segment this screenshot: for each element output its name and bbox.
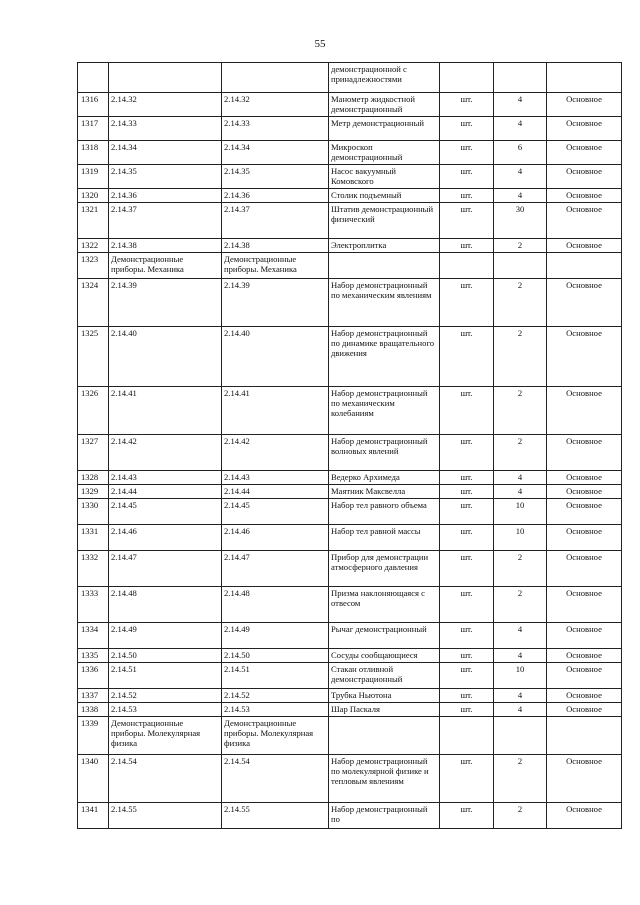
equipment-table-body xyxy=(78,63,622,829)
row-number-cell: 1340 xyxy=(78,755,109,803)
item-name-cell: Рычаг демонстрационный xyxy=(329,623,440,649)
table-row xyxy=(78,803,622,829)
equipment-type-cell: Основное xyxy=(547,689,622,703)
code-cell: 2.14.43 xyxy=(109,471,222,485)
item-name-cell: Электроплитка xyxy=(329,239,440,253)
equipment-type-cell xyxy=(547,717,622,755)
code-cell: 2.14.41 xyxy=(222,387,329,435)
code-cell: 2.14.38 xyxy=(222,239,329,253)
equipment-type-cell: Основное xyxy=(547,755,622,803)
code-cell: 2.14.48 xyxy=(222,587,329,623)
quantity-cell: 2 xyxy=(494,279,547,327)
table-row xyxy=(78,525,622,551)
item-name-cell: Набор тел равного объема xyxy=(329,499,440,525)
code-cell: Демонстрационные приборы. Молекулярная физика xyxy=(222,717,329,755)
table-row xyxy=(78,279,622,327)
unit-cell: шт. xyxy=(440,649,494,663)
equipment-type-cell: Основное xyxy=(547,203,622,239)
quantity-cell: 2 xyxy=(494,327,547,387)
unit-cell: шт. xyxy=(440,623,494,649)
code-cell: 2.14.39 xyxy=(222,279,329,327)
table-row xyxy=(78,63,622,93)
quantity-cell: 4 xyxy=(494,623,547,649)
row-number-cell xyxy=(78,63,109,93)
equipment-type-cell: Основное xyxy=(547,803,622,829)
item-name-cell: демонстрационной с принадлежностями xyxy=(329,63,440,93)
unit-cell: шт. xyxy=(440,279,494,327)
table-row xyxy=(78,141,622,165)
code-cell: 2.14.38 xyxy=(109,239,222,253)
equipment-type-cell: Основное xyxy=(547,663,622,689)
quantity-cell: 4 xyxy=(494,703,547,717)
quantity-cell: 2 xyxy=(494,239,547,253)
equipment-type-cell: Основное xyxy=(547,387,622,435)
row-number-cell: 1338 xyxy=(78,703,109,717)
unit-cell: шт. xyxy=(440,189,494,203)
row-number-cell: 1339 xyxy=(78,717,109,755)
unit-cell: шт. xyxy=(440,587,494,623)
code-cell: 2.14.44 xyxy=(109,485,222,499)
quantity-cell: 4 xyxy=(494,189,547,203)
item-name-cell: Стакан отливной демонстрационный xyxy=(329,663,440,689)
row-number-cell: 1318 xyxy=(78,141,109,165)
row-number-cell: 1326 xyxy=(78,387,109,435)
quantity-cell: 2 xyxy=(494,755,547,803)
code-cell: Демонстрационные приборы. Механика xyxy=(222,253,329,279)
code-cell: 2.14.47 xyxy=(222,551,329,587)
table-row xyxy=(78,189,622,203)
code-cell: 2.14.40 xyxy=(109,327,222,387)
quantity-cell: 4 xyxy=(494,649,547,663)
unit-cell: шт. xyxy=(440,165,494,189)
table-row xyxy=(78,253,622,279)
row-number-cell: 1335 xyxy=(78,649,109,663)
quantity-cell: 10 xyxy=(494,663,547,689)
code-cell: 2.14.42 xyxy=(222,435,329,471)
equipment-type-cell: Основное xyxy=(547,485,622,499)
code-cell: 2.14.55 xyxy=(222,803,329,829)
table-row xyxy=(78,471,622,485)
equipment-type-cell: Основное xyxy=(547,551,622,587)
table-row xyxy=(78,387,622,435)
item-name-cell: Манометр жидкостной демонстрационный xyxy=(329,93,440,117)
code-cell: 2.14.55 xyxy=(109,803,222,829)
table-row xyxy=(78,165,622,189)
unit-cell: шт. xyxy=(440,803,494,829)
item-name-cell: Шар Паскаля xyxy=(329,703,440,717)
code-cell: 2.14.49 xyxy=(109,623,222,649)
item-name-cell: Микроскоп демонстрационный xyxy=(329,141,440,165)
code-cell: 2.14.39 xyxy=(109,279,222,327)
row-number-cell: 1329 xyxy=(78,485,109,499)
code-cell: 2.14.49 xyxy=(222,623,329,649)
quantity-cell xyxy=(494,63,547,93)
item-name-cell: Трубка Ньютона xyxy=(329,689,440,703)
quantity-cell: 4 xyxy=(494,165,547,189)
unit-cell xyxy=(440,717,494,755)
row-number-cell: 1336 xyxy=(78,663,109,689)
code-cell: 2.14.36 xyxy=(222,189,329,203)
equipment-type-cell: Основное xyxy=(547,703,622,717)
item-name-cell: Столик подъемный xyxy=(329,189,440,203)
unit-cell: шт. xyxy=(440,485,494,499)
table-row xyxy=(78,649,622,663)
item-name-cell: Штатив демонстрационный физический xyxy=(329,203,440,239)
unit-cell xyxy=(440,253,494,279)
code-cell: 2.14.46 xyxy=(222,525,329,551)
equipment-type-cell xyxy=(547,253,622,279)
quantity-cell: 2 xyxy=(494,587,547,623)
code-cell: 2.14.36 xyxy=(109,189,222,203)
quantity-cell: 2 xyxy=(494,435,547,471)
unit-cell: шт. xyxy=(440,117,494,141)
row-number-cell: 1337 xyxy=(78,689,109,703)
code-cell: 2.14.45 xyxy=(222,499,329,525)
quantity-cell xyxy=(494,253,547,279)
code-cell: 2.14.40 xyxy=(222,327,329,387)
code-cell: 2.14.47 xyxy=(109,551,222,587)
table-row xyxy=(78,755,622,803)
quantity-cell: 4 xyxy=(494,117,547,141)
code-cell xyxy=(109,63,222,93)
item-name-cell: Ведерко Архимеда xyxy=(329,471,440,485)
table-row xyxy=(78,203,622,239)
code-cell: 2.14.52 xyxy=(222,689,329,703)
unit-cell: шт. xyxy=(440,499,494,525)
item-name-cell: Призма наклоняющаяся с отвесом xyxy=(329,587,440,623)
item-name-cell: Набор тел равной массы xyxy=(329,525,440,551)
code-cell: 2.14.32 xyxy=(109,93,222,117)
item-name-cell: Набор демонстрационный волновых явлений xyxy=(329,435,440,471)
quantity-cell: 4 xyxy=(494,689,547,703)
table-row xyxy=(78,499,622,525)
item-name-cell xyxy=(329,253,440,279)
row-number-cell: 1325 xyxy=(78,327,109,387)
table-row xyxy=(78,239,622,253)
code-cell: 2.14.53 xyxy=(222,703,329,717)
item-name-cell: Набор демонстрационный по xyxy=(329,803,440,829)
code-cell: 2.14.42 xyxy=(109,435,222,471)
unit-cell: шт. xyxy=(440,387,494,435)
row-number-cell: 1324 xyxy=(78,279,109,327)
unit-cell: шт. xyxy=(440,755,494,803)
unit-cell: шт. xyxy=(440,551,494,587)
page-number: 55 xyxy=(314,38,326,50)
equipment-type-cell: Основное xyxy=(547,525,622,551)
row-number-cell: 1317 xyxy=(78,117,109,141)
equipment-type-cell: Основное xyxy=(547,189,622,203)
code-cell xyxy=(222,63,329,93)
quantity-cell: 4 xyxy=(494,93,547,117)
item-name-cell: Маятник Максвелла xyxy=(329,485,440,499)
equipment-type-cell: Основное xyxy=(547,649,622,663)
item-name-cell xyxy=(329,717,440,755)
equipment-type-cell: Основное xyxy=(547,435,622,471)
table-row xyxy=(78,623,622,649)
table-row xyxy=(78,117,622,141)
row-number-cell: 1333 xyxy=(78,587,109,623)
quantity-cell: 4 xyxy=(494,471,547,485)
table-row xyxy=(78,663,622,689)
table-row xyxy=(78,485,622,499)
unit-cell: шт. xyxy=(440,327,494,387)
equipment-type-cell: Основное xyxy=(547,327,622,387)
quantity-cell: 10 xyxy=(494,499,547,525)
row-number-cell: 1330 xyxy=(78,499,109,525)
unit-cell: шт. xyxy=(440,689,494,703)
code-cell: 2.14.34 xyxy=(222,141,329,165)
code-cell: 2.14.48 xyxy=(109,587,222,623)
code-cell: 2.14.44 xyxy=(222,485,329,499)
item-name-cell: Насос вакуумный Комовского xyxy=(329,165,440,189)
unit-cell: шт. xyxy=(440,471,494,485)
equipment-type-cell: Основное xyxy=(547,117,622,141)
equipment-type-cell: Основное xyxy=(547,239,622,253)
row-number-cell: 1316 xyxy=(78,93,109,117)
code-cell: 2.14.41 xyxy=(109,387,222,435)
item-name-cell: Набор демонстрационный по молекулярной физике и тепловым явлениям xyxy=(329,755,440,803)
equipment-type-cell: Основное xyxy=(547,471,622,485)
code-cell: 2.14.52 xyxy=(109,689,222,703)
item-name-cell: Метр демонстрационный xyxy=(329,117,440,141)
equipment-table xyxy=(77,62,622,829)
table-row xyxy=(78,93,622,117)
row-number-cell: 1319 xyxy=(78,165,109,189)
equipment-type-cell xyxy=(547,63,622,93)
item-name-cell: Сосуды сообщающиеся xyxy=(329,649,440,663)
row-number-cell: 1327 xyxy=(78,435,109,471)
quantity-cell xyxy=(494,717,547,755)
quantity-cell: 2 xyxy=(494,551,547,587)
table-row xyxy=(78,327,622,387)
code-cell: 2.14.45 xyxy=(109,499,222,525)
item-name-cell: Прибор для демонстрации атмосферного давления xyxy=(329,551,440,587)
quantity-cell: 2 xyxy=(494,803,547,829)
equipment-type-cell: Основное xyxy=(547,279,622,327)
item-name-cell: Набор демонстрационный по динамике вращательного движения xyxy=(329,327,440,387)
code-cell: 2.14.50 xyxy=(109,649,222,663)
equipment-type-cell: Основное xyxy=(547,165,622,189)
code-cell: Демонстрационные приборы. Механика xyxy=(109,253,222,279)
equipment-type-cell: Основное xyxy=(547,141,622,165)
item-name-cell: Набор демонстрационный по механическим колебаниям xyxy=(329,387,440,435)
equipment-type-cell: Основное xyxy=(547,93,622,117)
equipment-type-cell: Основное xyxy=(547,587,622,623)
unit-cell: шт. xyxy=(440,93,494,117)
table-row xyxy=(78,703,622,717)
quantity-cell: 4 xyxy=(494,485,547,499)
row-number-cell: 1322 xyxy=(78,239,109,253)
row-number-cell: 1323 xyxy=(78,253,109,279)
code-cell: 2.14.32 xyxy=(222,93,329,117)
unit-cell: шт. xyxy=(440,141,494,165)
table-row xyxy=(78,717,622,755)
row-number-cell: 1331 xyxy=(78,525,109,551)
table-row xyxy=(78,435,622,471)
code-cell: 2.14.50 xyxy=(222,649,329,663)
row-number-cell: 1334 xyxy=(78,623,109,649)
item-name-cell: Набор демонстрационный по механическим явлениям xyxy=(329,279,440,327)
code-cell: 2.14.46 xyxy=(109,525,222,551)
code-cell: 2.14.51 xyxy=(222,663,329,689)
code-cell: 2.14.34 xyxy=(109,141,222,165)
row-number-cell: 1320 xyxy=(78,189,109,203)
quantity-cell: 10 xyxy=(494,525,547,551)
table-row xyxy=(78,551,622,587)
code-cell: 2.14.33 xyxy=(222,117,329,141)
unit-cell: шт. xyxy=(440,239,494,253)
code-cell: 2.14.51 xyxy=(109,663,222,689)
code-cell: 2.14.54 xyxy=(222,755,329,803)
unit-cell: шт. xyxy=(440,203,494,239)
quantity-cell: 6 xyxy=(494,141,547,165)
quantity-cell: 30 xyxy=(494,203,547,239)
code-cell: 2.14.37 xyxy=(109,203,222,239)
unit-cell: шт. xyxy=(440,435,494,471)
row-number-cell: 1328 xyxy=(78,471,109,485)
code-cell: 2.14.43 xyxy=(222,471,329,485)
code-cell: 2.14.35 xyxy=(109,165,222,189)
unit-cell: шт. xyxy=(440,525,494,551)
equipment-type-cell: Основное xyxy=(547,623,622,649)
table-row xyxy=(78,587,622,623)
quantity-cell: 2 xyxy=(494,387,547,435)
code-cell: Демонстрационные приборы. Молекулярная физика xyxy=(109,717,222,755)
equipment-type-cell: Основное xyxy=(547,499,622,525)
unit-cell: шт. xyxy=(440,663,494,689)
code-cell: 2.14.37 xyxy=(222,203,329,239)
code-cell: 2.14.54 xyxy=(109,755,222,803)
row-number-cell: 1341 xyxy=(78,803,109,829)
code-cell: 2.14.35 xyxy=(222,165,329,189)
row-number-cell: 1321 xyxy=(78,203,109,239)
code-cell: 2.14.33 xyxy=(109,117,222,141)
table-row xyxy=(78,689,622,703)
unit-cell xyxy=(440,63,494,93)
code-cell: 2.14.53 xyxy=(109,703,222,717)
row-number-cell: 1332 xyxy=(78,551,109,587)
unit-cell: шт. xyxy=(440,703,494,717)
